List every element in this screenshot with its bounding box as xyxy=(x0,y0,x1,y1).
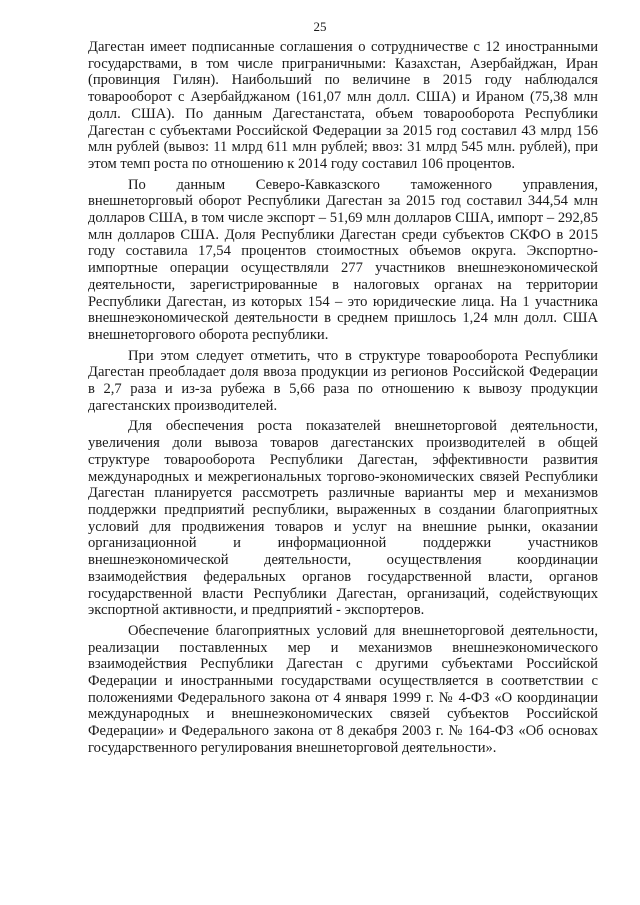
paragraph-legal-basis: Обеспечение благоприятных условий для внешнеторговой деятельности, реализации поставленных мер и механизмов внешнеэкономического взаимодействия Республики Дагестан с другими субъектами Российской Федерации и иностранными государствами осуществляется в соответствии с положениями Федерального закона от 4 января 1999 г. № 4-ФЗ «О координации международных и внешнеэкономических связей субъектов Российской Федерации» и Федерального закона от 8 декабря 2003 г. № 164-ФЗ «Об основах государственного регулирования внешнеторговой деятельности». xyxy=(88,622,598,756)
paragraph-support-measures: Для обеспечения роста показателей внешнеторговой деятельности, увеличения доли вывоза товаров дагестанских производителей в общей структуре товарооборота Республики Дагестан, эффективности развития международных и межрегиональных торгово-экономических связей Республики Дагестан планируется рассмотреть различные варианты мер и механизмов поддержки предприятий республики, выраженных в создании благоприятных условий для продвижения товаров и услуг на внешние рынки, оказании организационной и информационной поддержки участников внешнеэкономической деятельности, осуществления координации взаимодействия федеральных органов государственной власти, органов государственной власти Республики Дагестан, организаций, содействующих экспортной активности, и предприятий - экспортеров. xyxy=(88,418,598,619)
paragraph-customs-turnover: По данным Северо-Кавказского таможенного управления, внешнеторговый оборот Республики Дагестан за 2015 год составил 344,54 млн долларов США, в том числе экспорт – 51,69 млн долларов США, импорт – 292,85 млн долларов США. Доля Республики Дагестан среди субъектов СКФО в 2015 году составила 17,54 процентов стоимостных объемов округа. Экспортно-импортные операции осуществляли 277 участников внешнеэкономической деятельности, зарегистрированные в налоговых органах на территории Республики Дагестан, из которых 154 – это юридические лица. На 1 участника внешнеэкономической деятельности в среднем пришлось 1,24 млн долл. США внешнеторгового оборота республики. xyxy=(88,176,598,343)
body-text xyxy=(88,39,598,761)
paragraph-trade-structure: При этом следует отметить, что в структуре товарооборота Республики Дагестан преобладает доля ввоза продукции из регионов Российской Федерации в 2,7 раза и из-за рубежа в 5,66 раза по отношению к вывозу продукции дагестанских производителей. xyxy=(88,347,598,414)
page-number: 25 xyxy=(313,19,327,34)
paragraph-continuation: Дагестан имеет подписанные соглашения о сотрудничестве с 12 иностранными государствами, в том числе приграничными: Казахстан, Азербайджан, Иран (провинция Гилян). Наибольший по величине в 2015 году наблюдался товарооборот с Азербайджаном (161,07 млн долл. США) и Ираном (75,38 млн долл. США). По данным Дагестанстата, объем товарооборота Республики Дагестан с субъектами Российской Федерации за 2015 год составил 43 млрд 156 млн рублей (вывоз: 11 млрд 611 млн рублей; ввоз: 31 млрд 545 млн. рублей), при этом темп роста по отношению к 2014 году составил 106 процентов. xyxy=(88,39,598,172)
